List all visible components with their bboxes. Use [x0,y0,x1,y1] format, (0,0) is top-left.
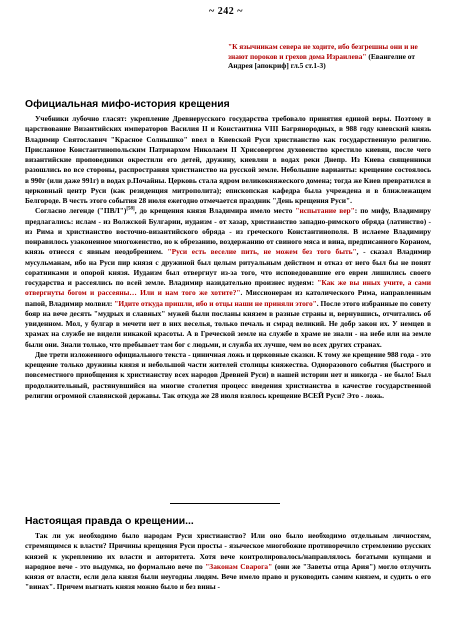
section-official-history-body [25,114,431,401]
section-divider [170,503,280,504]
paragraph-textbooks: Учебники лубочно гласят: укрепление Древнерусского государства требовало принятия единой веры. Поэтому в царствование Византийских императоров Василия II и Константина VIII Багрянородных, в 988 году киевский князь Владимир Святославич "Красное Солнышко" ввел в Киевской Руси христианство как государственную религию. Присланное Константинопольским Патриархом Николаем II Хрисовергом духовенство крестило киевян, после чего византийские проповедники окрестили его детей, дружину, киевлян в водах реки Днепр. Из Киева священники разошлись во все стороны, распространяя христианство на русской земле. Небольшие варианты: крещение состоялось в 990г (или даже 991г) в водах р.Почайны. Церковь стала ядром великокняжеского домена; тогда же Киев превратился в церковный центр Руси (как резиденция митрополита); епископская кафедра была учреждена и в ближлежащем Белгороде. В честь этого события 28 июля ежегодно отмечается праздник "День крещения Руси". [25,114,431,205]
quote-to-jews: "Как же вы иных учите, а сами отвергнуты богом и рассеяны… Или и нам того же хотите?" [25,278,432,298]
legend-text-f: . После этого избранные по совету бояр на вече десять "мудрых и славных" мужей были посланы князем в разные страны и, вернувшись, отчитались об увиденном. Мол, у булгар в мечети нет в них веселья, только печаль и смрад великий. Не добр закон их. У немцев в храмах на службе не видели никакой красоты. А в Греческой земле на службе в храме не знали - на небе или на земле были они. Знали только, что пребывает там бог с людьми, и служба их лучше, чем во всех других странах. [25,298,431,349]
section-heading-official-history: Официальная мифо-история крещения [25,99,230,110]
legend-text-e: . Миссионерам из католического Рима, направленным папой, Владимир молвил: [25,288,432,308]
footnote-ref-58[interactable]: [58] [126,206,135,212]
paragraph-lies: Две трети изложенного официального текста - циничная ложь и церковные сказки. К тому же крещение 988 года - это крещение только дружины князя и небольшой части жителей столицы княжества. Одноразового события (быстрого и повсеместного приобщения к христианству всех народов Древней Руси) в нашей истории нет и никогда - не было! Был продолжительный, растянувшийся на многие столетия процесс введения христианства в качестве государственной религии огромной славянской державы. Так откуда же 28 июля взялось крещение ВСЕЙ Руси? Это - ложь. [25,349,431,400]
epigraph-quote: "К язычникам севера не ходите, ибо безгрешны они и не знают пороков и грехов дома Израилева" [228,42,418,61]
paragraph-legend [25,206,431,350]
paragraph-necessity [25,531,431,593]
legend-text-c: : по мифу, Владимиру предлагались: ислам - из Волжской Булгарии, иудаизм - от хазар, христианство западно-римского обряда (латинство) - из Рима и христианство восточно-византийского обряда - из греческого Константинополя. В ислаеме Владимиру понравилось узаконенное многоженство, но к обрезанию, воздержанию от свиного мяса и вина, предписанного Кораном, князь отнесся с явным неодобрением. [25,206,431,257]
necessity-text-a: Так ли уж необходимо было народам Руси христианство? Или оно было необходимо отдельным личностям, стремящимся к власти? Причины крещения Руси просты - языческое многобожие противоречило стремлению русских князей к укреплению их власти и авторитета. Хотя вече контролировалось/направлялось богатыми купцами и народное вече - это выдумка, но формально вече по [25,531,431,571]
quote-svarog-laws: "Законам Сварога" [205,561,273,571]
quote-to-rome: "Идите откуда пришли, ибо и отцы наши не приняли этого" [114,298,317,308]
quote-drinking: "Руси есть веселие пить, не можем без того быть" [167,247,357,257]
legend-text-b: , до крещения князя Владимира имело место [134,206,296,216]
legend-text-a: Согласно легенде ("ПВЛ") [35,206,127,216]
epigraph-source: (Евангелие от Андрея [апокриф] гл.5 ст.1-3) [228,51,415,71]
legend-text-d: , - сказал Владимир мусульманам, ибо на Руси пир князя с дружиной был целым ритуальным действом и отказ от него был бы не понят соратниками и опорой князя. Иудаизм был отвергнут из-за того, что исповедовавшие его евреи лишились своего государства и рассеялись по всей земле. Владимир назидательно произнес иудеям: [25,247,431,287]
section-heading-true-story: Настоящая правда о крещении... [25,516,194,527]
section-true-story-body [25,531,431,593]
quote-faith-test: "испытание вер" [295,206,355,216]
necessity-text-b: (они же "Заветы отца Ария") могло отлучить князя от власти, если дела князя были неугодны людям. Вече имело право и руководить самим князем, и судить о его "винах". Причем выгнать князя можно было и без вины - [25,561,432,592]
epigraph [228,42,432,71]
page-number: ~ 242 ~ [209,6,243,17]
